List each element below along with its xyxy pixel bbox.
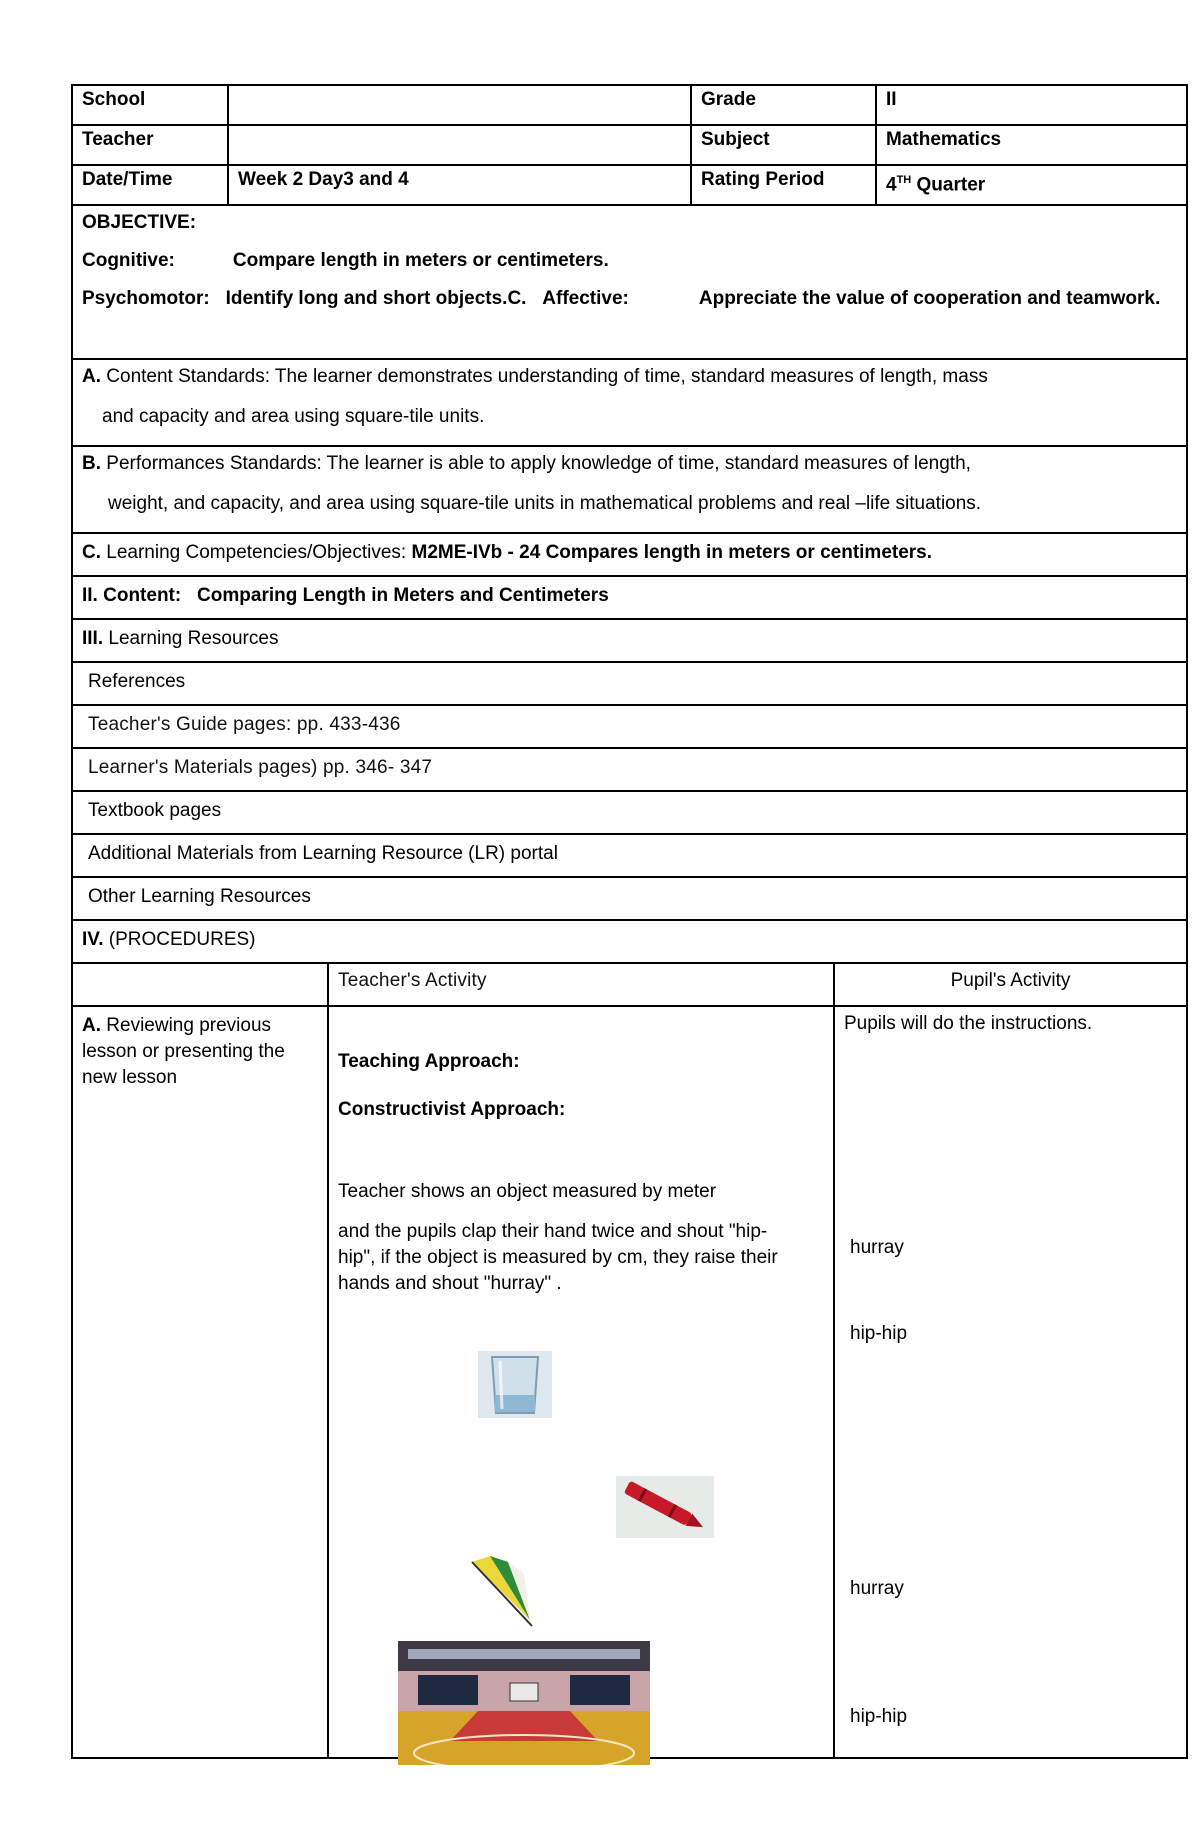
gym-image bbox=[398, 1641, 650, 1765]
other-resources-row: Other Learning Resources bbox=[72, 877, 1187, 920]
objective-row bbox=[72, 205, 1187, 359]
school-value bbox=[228, 85, 691, 125]
header-table bbox=[71, 84, 1188, 206]
datetime-row bbox=[72, 165, 1187, 205]
textbook-row: Textbook pages bbox=[72, 791, 1187, 834]
step-a-label: A. Reviewing previous lesson or presenting the new lesson bbox=[72, 1006, 328, 1758]
teacher-value bbox=[228, 125, 691, 165]
pupil-response-3: hurray bbox=[850, 1578, 904, 1599]
school-label: School bbox=[72, 85, 228, 125]
procedures-columns bbox=[72, 963, 1187, 1006]
instruction-line-1: Teacher shows an object measured by meter bbox=[338, 1181, 717, 1202]
school-row bbox=[72, 85, 1187, 125]
content-standards-row: A. Content Standards: The learner demonstrates understanding of time, standard measures of length, mass and capacity and area using square-tile units. bbox=[72, 359, 1187, 446]
grade-label: Grade bbox=[691, 85, 876, 125]
competency-text: M2ME-IVb - 24 Compares length in meters or centimeters. bbox=[411, 542, 933, 563]
content-text: Comparing Length in Meters and Centimeters bbox=[197, 585, 609, 606]
teacher-row bbox=[72, 125, 1187, 165]
constructivist-approach: Constructivist Approach: bbox=[338, 1099, 566, 1120]
teachers-guide-row: Teacher's Guide pages: pp. 433-436 bbox=[72, 705, 1187, 748]
crayon-image bbox=[616, 1476, 714, 1538]
content-standards-text: The learner demonstrates understanding of time, standard measures of length, mass bbox=[270, 366, 988, 387]
instruction-line-2: and the pupils clap their hand twice and shout "hip-hip", if the object is measured by cm, they raise their hands and shout "hurray" . bbox=[338, 1221, 778, 1294]
pupil-response-4: hip-hip bbox=[850, 1706, 908, 1727]
grade-value: II bbox=[876, 85, 1187, 125]
main-table bbox=[71, 204, 1188, 964]
procedures-heading-row: IV. (PROCEDURES) bbox=[72, 920, 1187, 963]
teacher-label: Teacher bbox=[72, 125, 228, 165]
rating-label: Rating Period bbox=[691, 165, 876, 205]
cognitive-line: Cognitive: Compare length in meters or centimeters. bbox=[82, 250, 609, 271]
pupil-instruction: Pupils will do the instructions. bbox=[844, 1013, 1093, 1034]
competencies-row: C. Learning Competencies/Objectives: M2ME-IVb - 24 Compares length in meters or centimeters. bbox=[72, 533, 1187, 576]
psychomotor-line: Psychomotor: Identify long and short objects.C. Affective: Appreciate the value of cooperation and teamwork. bbox=[82, 288, 1161, 309]
pupil-response-2: hip-hip bbox=[850, 1323, 908, 1344]
procedures-table bbox=[71, 962, 1188, 1759]
pupil-response-1: hurray bbox=[850, 1237, 904, 1258]
subject-value: Mathematics bbox=[876, 125, 1187, 165]
references-row: References bbox=[72, 662, 1187, 705]
content-row bbox=[72, 576, 1187, 619]
subject-label: Subject bbox=[691, 125, 876, 165]
pupil-activity-header: Pupil's Activity bbox=[834, 963, 1187, 1006]
performance-standards-text: The learner is able to apply knowledge of time, standard measures of length, bbox=[321, 453, 971, 474]
additional-materials-row: Additional Materials from Learning Resource (LR) portal bbox=[72, 834, 1187, 877]
datetime-value: Week 2 Day3 and 4 bbox=[228, 165, 691, 205]
umbrella-image bbox=[468, 1552, 548, 1632]
glass-image bbox=[478, 1351, 552, 1418]
performance-standards-row: B. Performances Standards: The learner is able to apply knowledge of time, standard measures of length, weight, and capacity, and area using square-tile units in mathematical problems and real –life situations. bbox=[72, 446, 1187, 533]
teacher-activity-header: Teacher's Activity bbox=[328, 963, 834, 1006]
content-label: II. Content: bbox=[82, 585, 182, 606]
learners-materials-row: Learner's Materials pages) pp. 346- 347 bbox=[72, 748, 1187, 791]
rating-value: 4TH Quarter bbox=[876, 165, 1187, 205]
resources-heading-row: III. Learning Resources bbox=[72, 619, 1187, 662]
objective-heading: OBJECTIVE: bbox=[82, 212, 197, 233]
teaching-approach: Teaching Approach: bbox=[338, 1051, 520, 1072]
pupil-activity-cell bbox=[834, 1006, 1187, 1758]
datetime-label: Date/Time bbox=[72, 165, 228, 205]
